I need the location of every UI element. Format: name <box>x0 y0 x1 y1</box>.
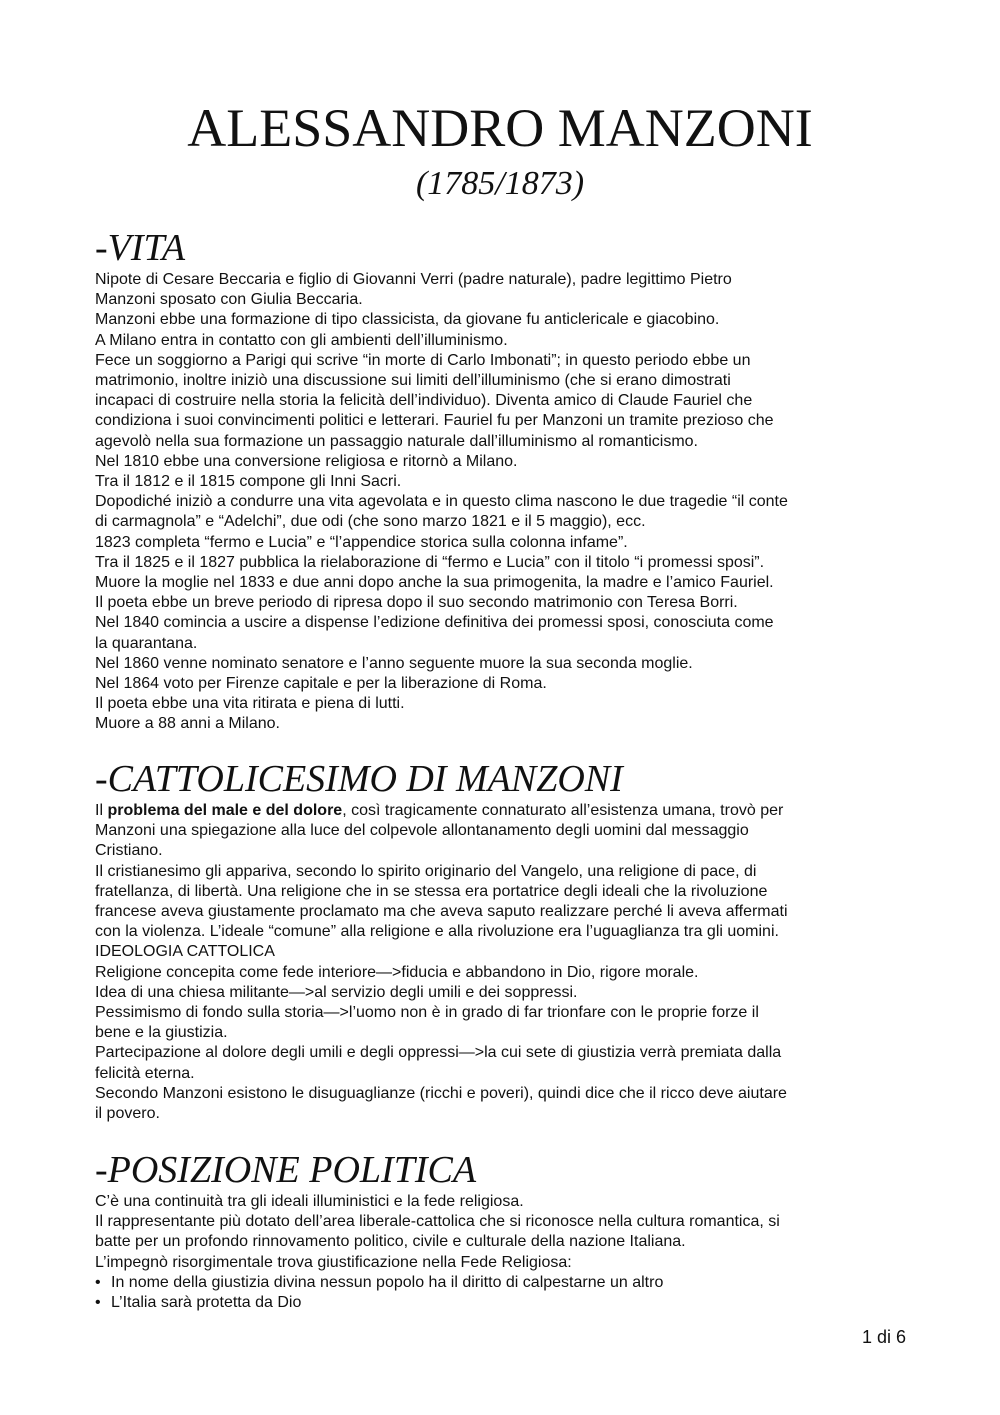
bullet-list <box>95 1273 915 1313</box>
bullet-item <box>95 1273 915 1293</box>
paragraph-line: Tra il 1825 e il 1827 pubblica la rielaborazione di “fermo e Lucia” con il titolo “i promessi sposi”. <box>95 553 765 571</box>
bullet-text: In nome della giustizia divina nessun popolo ha il diritto di calpestarne un altro <box>111 1273 664 1291</box>
section-body <box>95 801 915 1124</box>
paragraph-line: Fece un soggiorno a Parigi qui scrive “in morte di Carlo Imbonati”; in questo periodo ebbe un <box>95 351 751 369</box>
paragraph-line: matrimonio, inoltre iniziò una discussione sui limiti dell’illuminismo (che si erano dimostrati <box>95 372 731 390</box>
paragraph-line: A Milano entra in contatto con gli ambienti dell’illuminismo. <box>95 331 508 349</box>
section-cattolicesimo <box>95 757 915 1124</box>
paragraph-line: Muore la moglie nel 1833 e due anni dopo anche la sua primogenita, la madre e l’amico Fauriel. <box>95 574 774 592</box>
paragraph-line: Nipote di Cesare Beccaria e figlio di Giovanni Verri (padre naturale), padre legittimo Pietro <box>95 271 732 288</box>
paragraph-line: agevolò nella sua formazione un passaggio naturale dall’illuminismo al romanticismo. <box>95 432 698 450</box>
paragraph-line: Pessimismo di fondo sulla storia—>l’uomo non è in grado di far trionfare con le proprie forze il <box>95 1004 759 1022</box>
bullet-text: L’Italia sarà protetta da Dio <box>111 1294 302 1312</box>
paragraph-line: IDEOLOGIA CATTOLICA <box>95 943 275 961</box>
paragraph-line: il povero. <box>95 1105 160 1123</box>
paragraph-line: fratellanza, di libertà. Una religione che in se stessa era portatrice degli ideali che la rivoluzione <box>95 882 768 900</box>
bold-phrase: problema del male e del dolore <box>107 802 343 819</box>
paragraph-line: con la violenza. L’ideale “comune” alla religione e alla rivoluzione era l’uguaglianza tra gli uomini. <box>95 923 779 941</box>
section-lines <box>95 821 915 1124</box>
paragraph-line: bene e la giustizia. <box>95 1024 228 1042</box>
paragraph-line: Secondo Manzoni esistono le disuguaglianze (ricchi e poveri), quindi dice che il ricco deve aiutare <box>95 1084 787 1102</box>
section-heading: -CATTOLICESIMO DI MANZONI <box>95 758 623 800</box>
paragraph-line: incapaci di costruire nella storia la felicità dell’individuo). Diventa amico di Claude Fauriel che <box>95 392 753 410</box>
paragraph-line: 1823 completa “fermo e Lucia” e “l’appendice storica sulla colonna infame”. <box>95 533 628 551</box>
paragraph-line: Tra il 1812 e il 1815 compone gli Inni Sacri. <box>95 473 402 491</box>
section-body <box>95 270 915 735</box>
paragraph-line: Il poeta ebbe un breve periodo di ripresa dopo il suo secondo matrimonio con Teresa Borri. <box>95 594 738 612</box>
paragraph-line: Cristiano. <box>95 842 163 860</box>
section-vita <box>95 226 915 735</box>
paragraph-line: Manzoni una spiegazione alla luce del colpevole allontanamento degli uomini dal messaggio <box>95 822 749 840</box>
paragraph-line: Il poeta ebbe una vita ritirata e piena di lutti. <box>95 695 405 713</box>
section-posizione-politica <box>95 1148 915 1313</box>
paragraph-line: Partecipazione al dolore degli umili e degli oppressi—>la cui sete di giustizia verrà premiata dalla <box>95 1044 782 1062</box>
section-heading: -POSIZIONE POLITICA <box>95 1149 477 1191</box>
paragraph-line: Muore a 88 anni a Milano. <box>95 715 280 733</box>
paragraph-line: Dopodiché iniziò a condurre una vita agevolata e in questo clima nascono le due tragedie “il conte <box>95 493 788 511</box>
text-span: , così tragicamente connaturato all’esistenza umana, trovò per <box>342 802 784 819</box>
paragraph-line: Nel 1810 ebbe una conversione religiosa e ritornò a Milano. <box>95 452 518 470</box>
document-subtitle: (1785/1873) <box>415 165 585 202</box>
paragraph-line: felicità eterna. <box>95 1064 195 1082</box>
paragraph-line <box>95 801 915 821</box>
section-body <box>95 1192 915 1313</box>
section-heading: -VITA <box>95 227 186 269</box>
paragraph-line: condiziona i suoi convincimenti politici e letterari. Fauriel fu per Manzoni un tramite prezioso che <box>95 412 774 430</box>
paragraph-line: Il cristianesimo gli appariva, secondo lo spirito originario del Vangelo, una religione di pace, di <box>95 862 757 880</box>
paragraph-line: Nel 1864 voto per Firenze capitale e per la liberazione di Roma. <box>95 675 547 693</box>
bullet-dot-icon: • <box>95 1273 101 1291</box>
paragraph-line: Manzoni ebbe una formazione di tipo classicista, da giovane fu anticlericale e giacobino. <box>95 311 720 329</box>
page-number: 1 di 6 <box>861 1327 906 1347</box>
paragraph-line: Religione concepita come fede interiore—>fiducia e abbandono in Dio, rigore morale. <box>95 963 699 981</box>
paragraph-line: Nel 1860 venne nominato senatore e l’anno seguente muore la sua seconda moglie. <box>95 654 693 672</box>
document-title: ALESSANDRO MANZONI <box>187 98 813 158</box>
paragraph-line: C’è una continuità tra gli ideali illuministici e la fede religiosa. <box>95 1193 524 1210</box>
paragraph-line: Idea di una chiesa militante—>al servizio degli umili e dei soppressi. <box>95 983 578 1001</box>
paragraph-line: L’impegnò risorgimentale trova giustificazione nella Fede Religiosa: <box>95 1253 572 1271</box>
paragraph-line: di carmagnola” e “Adelchi”, due odi (che sono marzo 1821 e il 5 maggio), ecc. <box>95 513 646 531</box>
paragraph-line: Manzoni sposato con Giulia Beccaria. <box>95 291 363 309</box>
bullet-item <box>95 1293 915 1313</box>
bullet-dot-icon: • <box>95 1294 101 1312</box>
section-lines <box>95 1192 915 1273</box>
text-span: Il <box>95 802 108 819</box>
paragraph-line: francese aveva giustamente proclamato ma che aveva saputo realizzare perché li aveva affermati <box>95 903 788 921</box>
paragraph-line: Nel 1840 comincia a uscire a dispense l’edizione definitiva dei promessi sposi, conosciuta come <box>95 614 774 632</box>
paragraph-line: Il rappresentante più dotato dell’area liberale-cattolica che si riconosce nella cultura romantica, si <box>95 1213 780 1231</box>
paragraph-line: la quarantana. <box>95 634 198 652</box>
paragraph-line: batte per un profondo rinnovamento politico, civile e culturale della nazione Italiana. <box>95 1233 686 1251</box>
